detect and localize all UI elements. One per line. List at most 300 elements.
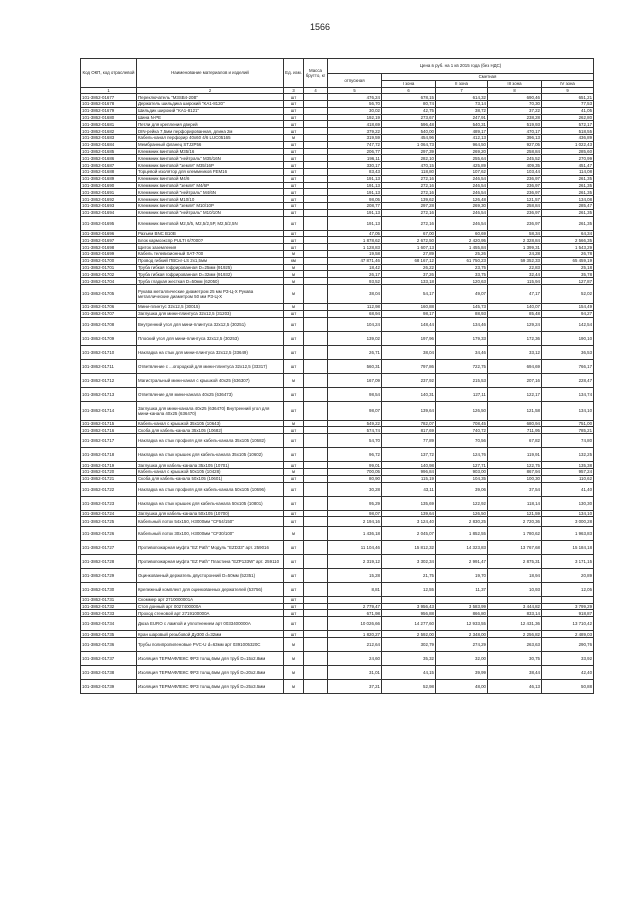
table-row (81, 540, 594, 554)
price-zone-4: 15 184,18 (542, 540, 594, 554)
price-release: 47,05 (328, 230, 382, 237)
item-mass (304, 345, 328, 359)
item-name: Клеммник винтовой "земля" M35/16P (137, 162, 284, 169)
price-zone-3: 236,97 (488, 175, 542, 182)
item-code: 101-3862-01688 (81, 168, 137, 175)
item-unit: шт (284, 310, 304, 317)
table-body (81, 94, 594, 694)
price-zone-1: 272,16 (382, 189, 436, 196)
price-release: 18,42 (328, 264, 382, 271)
table-row (81, 401, 594, 420)
price-zone-1: 297,28 (382, 202, 436, 209)
item-name: Труба гладкая жесткая D=50мм (62050) (137, 278, 284, 285)
price-zone-3: 22,83 (488, 264, 542, 271)
header-price-group: Цена в руб. на 1 кв 2015 года (без НДС) (328, 59, 594, 74)
price-zone-1: 37,26 (382, 271, 436, 278)
item-name: Проход стеновой арт 2719100000A (137, 610, 284, 617)
item-mass (304, 540, 328, 554)
price-zone-4: 261,35 (542, 216, 594, 230)
price-release: 167,09 (328, 373, 382, 387)
price-zone-2: 11,37 (436, 582, 488, 596)
table-row (81, 468, 594, 475)
price-table (80, 58, 594, 694)
price-zone-4: 3 799,29 (542, 603, 594, 610)
price-zone-3: 245,52 (488, 155, 542, 162)
price-zone-3: 258,84 (488, 148, 542, 155)
table-row (81, 434, 594, 448)
header-estimate: Сметная (382, 74, 594, 81)
item-unit: м (284, 373, 304, 387)
item-name: Кабельный лоток 54х150, Н3000мм "CF54/150" (137, 517, 284, 527)
price-release: 68,94 (328, 310, 382, 317)
price-zone-4: 130,30 (542, 496, 594, 510)
price-zone-2: 964,50 (436, 141, 488, 148)
item-code: 101-3862-01697 (81, 237, 137, 244)
item-unit: шт (284, 107, 304, 114)
item-unit: шт (284, 244, 304, 251)
header-zone-2: II зона (436, 81, 488, 88)
price-zone-4: 261,35 (542, 209, 594, 216)
table-row (81, 121, 594, 128)
item-unit: шт (284, 631, 304, 638)
item-mass (304, 401, 328, 420)
header-col-number: 7 (436, 88, 488, 94)
price-zone-1: 282,10 (382, 155, 436, 162)
table-row (81, 638, 594, 652)
item-name: Труба гибкая гофрированная D=32мм (91932) (137, 271, 284, 278)
price-zone-2: 1 852,55 (436, 526, 488, 540)
item-mass (304, 475, 328, 482)
item-code: 101-3862-01694 (81, 209, 137, 216)
price-zone-3: 67,82 (488, 434, 542, 448)
price-zone-1: 21,75 (382, 568, 436, 582)
item-code: 101-3862-01730 (81, 582, 137, 596)
price-release: 56,70 (328, 101, 382, 108)
item-mass (304, 496, 328, 510)
header-col-number: 4 (304, 88, 328, 94)
price-zone-3: 37,22 (488, 107, 542, 114)
price-zone-4: 110,62 (542, 475, 594, 482)
price-zone-3: 24,28 (488, 250, 542, 257)
item-mass (304, 596, 328, 603)
item-unit: шт (284, 196, 304, 203)
item-mass (304, 189, 328, 196)
header-unit: Ед. изм. (284, 59, 304, 88)
item-mass (304, 114, 328, 121)
item-unit: шт (284, 148, 304, 155)
item-unit: м (284, 250, 304, 257)
table-row (81, 230, 594, 237)
item-name: Кабель телевизионный SAT-700 (137, 250, 284, 257)
table-row (81, 134, 594, 141)
item-name: Скоммер арт 2710000001A (137, 596, 284, 603)
price-release: 196,11 (328, 155, 382, 162)
item-mass (304, 155, 328, 162)
item-code: 101-3862-01727 (81, 540, 137, 554)
price-zone-3: 207,16 (488, 373, 542, 387)
price-zone-1: 135,69 (382, 496, 436, 510)
table-row (81, 345, 594, 359)
price-zone-4: 270,99 (542, 155, 594, 162)
item-mass (304, 568, 328, 582)
price-zone-2: 246,54 (436, 189, 488, 196)
price-zone-1: 272,16 (382, 209, 436, 216)
price-zone-3: 121,58 (488, 401, 542, 420)
table-row (81, 168, 594, 175)
item-name: Скоба для кабель-канала 35х105 (10682) (137, 427, 284, 434)
item-name: Кабель-канал перфорир 40х60 4/6 LUC05165 (137, 134, 284, 141)
item-unit: шт (284, 582, 304, 596)
price-zone-4: 41,05 (542, 107, 594, 114)
item-mass (304, 264, 328, 271)
header-mass: Масса брутто, кг (304, 59, 328, 88)
price-zone-2: 215,53 (436, 373, 488, 387)
item-code: 101-3862-01734 (81, 617, 137, 631)
item-code: 101-3862-01692 (81, 196, 137, 203)
item-mass (304, 107, 328, 114)
item-code: 101-3862-01705 (81, 284, 137, 303)
item-code: 101-3862-01696 (81, 230, 137, 237)
item-code: 101-3862-01677 (81, 94, 137, 101)
price-release: 330,17 (328, 162, 382, 169)
price-zone-3: 680,94 (488, 420, 542, 427)
item-name: Заглушка для кабель-канала 35х105 (10701) (137, 462, 284, 469)
price-release: 98,07 (328, 401, 382, 420)
price-zone-1: 197,96 (382, 331, 436, 345)
price-zone-4: 134,08 (542, 196, 594, 203)
item-unit: м (284, 652, 304, 666)
price-zone-1: 160,88 (382, 303, 436, 310)
item-unit: шт (284, 359, 304, 373)
price-zone-4: 290,76 (542, 638, 594, 652)
table-row (81, 94, 594, 101)
item-name: Щиток заземления (137, 244, 284, 251)
price-zone-4: 154,49 (542, 303, 594, 310)
item-mass (304, 209, 328, 216)
item-unit: шт (284, 387, 304, 401)
item-name: Заглушка для мини-канала 40х25 (636470) Внутренний угол для мини-канала 40х25 (636470) (137, 401, 284, 420)
item-code: 101-3862-01704 (81, 278, 137, 285)
price-zone-4: 33,92 (542, 652, 594, 666)
price-zone-2: 39,06 (436, 482, 488, 496)
price-zone-2: 12 933,55 (436, 617, 488, 631)
price-zone-3: 18,94 (488, 568, 542, 582)
header-col-number: 3 (284, 88, 304, 94)
price-zone-2: 179,33 (436, 331, 488, 345)
price-zone-4: 77,53 (542, 101, 594, 108)
table-row (81, 237, 594, 244)
item-mass (304, 638, 328, 652)
table-row (81, 510, 594, 517)
table-row (81, 114, 594, 121)
item-mass (304, 603, 328, 610)
table-row (81, 196, 594, 203)
item-code: 101-3862-01710 (81, 345, 137, 359)
item-unit: м (284, 134, 304, 141)
price-zone-3: 38,44 (488, 666, 542, 680)
item-name: Кабель-канал с крышкой 50х105 (10428) (137, 468, 284, 475)
table-row (81, 216, 594, 230)
item-name: Накладка на стык крышек для кабель-канала 50х105 (10801) (137, 496, 284, 510)
price-zone-4: 41,40 (542, 482, 594, 496)
price-zone-3: 103,44 (488, 168, 542, 175)
item-unit: шт (284, 128, 304, 135)
item-name: Скоба для кабель-канала 50х105 (10601) (137, 475, 284, 482)
price-zone-1: 2 592,00 (382, 631, 436, 638)
price-zone-3: 711,95 (488, 427, 542, 434)
item-mass (304, 482, 328, 496)
price-zone-4: 26,78 (542, 250, 594, 257)
price-zone-1: 237,92 (382, 373, 436, 387)
item-code: 101-3862-01698 (81, 244, 137, 251)
item-name: Противопожарная муфта "EZ Path" Пластина "EZP133W" арт. 259110 (137, 554, 284, 568)
price-zone-4: 52,02 (542, 284, 594, 303)
price-release: 2 319,12 (328, 554, 382, 568)
price-release: 191,13 (328, 216, 382, 230)
item-code: 101-3862-01739 (81, 680, 137, 694)
table-row (81, 189, 594, 196)
item-code: 101-3862-01679 (81, 107, 137, 114)
price-zone-2: 124,76 (436, 448, 488, 462)
price-zone-1: 98,17 (382, 310, 436, 317)
item-unit: шт (284, 510, 304, 517)
item-mass (304, 237, 328, 244)
item-code: 101-3862-01695 (81, 216, 137, 230)
price-zone-4: 228,47 (542, 373, 594, 387)
price-release: 379,22 (328, 128, 382, 135)
price-zone-3: 121,59 (488, 510, 542, 517)
item-code: 101-3862-01706 (81, 303, 137, 310)
item-name: Кран шаровый резьбовой Ду300 d=32мм (137, 631, 284, 638)
price-release: 560,31 (328, 359, 382, 373)
table-row (81, 209, 594, 216)
table-row (81, 475, 594, 482)
price-zone-4: 285,47 (542, 202, 594, 209)
price-zone-2: 126,50 (436, 401, 488, 420)
price-zone-4: 785,21 (542, 427, 594, 434)
price-zone-2: 269,20 (436, 148, 488, 155)
price-release: 1 436,18 (328, 526, 382, 540)
item-mass (304, 582, 328, 596)
table-row (81, 462, 594, 469)
item-name: Мембранный фланец STJ2P56 (137, 141, 284, 148)
price-release: 191,13 (328, 209, 382, 216)
price-release: 47 871,46 (328, 257, 382, 264)
price-zone-3: 129,24 (488, 317, 542, 331)
table-row (81, 128, 594, 135)
item-code: 101-3862-01713 (81, 387, 137, 401)
table-row (81, 278, 594, 285)
item-code: 101-3862-01733 (81, 610, 137, 617)
price-zone-2: 70,56 (436, 434, 488, 448)
item-mass (304, 420, 328, 427)
price-zone-2: 39,99 (436, 666, 488, 680)
price-release: 212,64 (328, 638, 382, 652)
item-mass (304, 510, 328, 517)
price-zone-2: 2 991,47 (436, 554, 488, 568)
price-zone-4: 2 489,03 (542, 631, 594, 638)
item-name: Клеммник винтовой M2,5/5, M2,5/2,5P, M2,5/2,5N (137, 216, 284, 230)
item-unit: шт (284, 202, 304, 209)
item-unit: м (284, 420, 304, 427)
price-zone-3: 519,93 (488, 121, 542, 128)
item-mass (304, 257, 328, 264)
price-zone-2: 38,72 (436, 107, 488, 114)
price-zone-3: 396,13 (488, 134, 542, 141)
price-release: 26,71 (328, 345, 382, 359)
price-zone-4: 261,35 (542, 175, 594, 182)
price-zone-4: 918,87 (542, 610, 594, 617)
item-name: Клеммник винтовой "земля" M4/6P (137, 182, 284, 189)
table-row (81, 155, 594, 162)
price-release: 37,21 (328, 680, 382, 694)
price-release: 191,13 (328, 182, 382, 189)
price-release: 99,01 (328, 462, 382, 469)
price-zone-3: 100,30 (488, 475, 542, 482)
price-release: 476,24 (328, 94, 382, 101)
item-name: Дюза EURO с лампой и уплотнением арт 0033400000A (137, 617, 284, 631)
item-mass (304, 631, 328, 638)
item-name: Клеммник винтовой "земля" M10/10P (137, 202, 284, 209)
item-unit: шт (284, 331, 304, 345)
price-release (328, 596, 382, 603)
item-unit: шт (284, 141, 304, 148)
price-zone-3: 30,75 (488, 652, 542, 666)
item-mass (304, 317, 328, 331)
item-unit: шт (284, 401, 304, 420)
price-zone-3: 46,13 (488, 680, 542, 694)
price-zone-1: 1 607,13 (382, 244, 436, 251)
price-zone-1: 133,18 (382, 278, 436, 285)
price-zone-3: 470,17 (488, 128, 542, 135)
item-name: Ответвление с ...огородкой для мини-плинтуса 32х12,5 (33317) (137, 359, 284, 373)
price-zone-1: 139,64 (382, 510, 436, 517)
item-code: 101-3862-01714 (81, 401, 137, 420)
price-zone-4: 651,21 (542, 94, 594, 101)
price-release: 418,69 (328, 121, 382, 128)
price-zone-1: 470,15 (382, 162, 436, 169)
item-name: Крепежный комплект для оцинкованных держателей (53756) (137, 582, 284, 596)
table-row (81, 107, 594, 114)
price-zone-2 (436, 596, 488, 603)
price-zone-2: 145,73 (436, 303, 488, 310)
price-release: 38,04 (328, 284, 382, 303)
item-unit: шт (284, 482, 304, 496)
item-name: Накладка на стык для мини-плинтуса 32х12,5 (33649) (137, 345, 284, 359)
item-mass (304, 202, 328, 209)
price-zone-2: 32,00 (436, 652, 488, 666)
item-mass (304, 271, 328, 278)
item-code: 101-3862-01738 (81, 666, 137, 680)
price-zone-2: 255,64 (436, 155, 488, 162)
price-zone-3: 85,48 (488, 310, 542, 317)
item-code: 101-3862-01729 (81, 568, 137, 582)
price-zone-4: 285,60 (542, 148, 594, 155)
table-row (81, 175, 594, 182)
item-mass (304, 462, 328, 469)
price-zone-3: 122,17 (488, 387, 542, 401)
price-zone-4: 134,74 (542, 387, 594, 401)
item-mass (304, 387, 328, 401)
price-release: 700,05 (328, 468, 382, 475)
item-unit: шт (284, 168, 304, 175)
item-mass (304, 303, 328, 310)
price-zone-2: 19,70 (436, 568, 488, 582)
price-zone-2: 134,46 (436, 317, 488, 331)
item-mass (304, 331, 328, 345)
price-zone-4: 64,34 (542, 230, 594, 237)
price-zone-3 (488, 596, 542, 603)
price-zone-1: 140,98 (382, 462, 436, 469)
price-release: 1 128,83 (328, 244, 382, 251)
item-code: 101-3862-01687 (81, 162, 137, 169)
price-zone-4: 65 459,19 (542, 257, 594, 264)
price-release: 104,24 (328, 317, 382, 331)
item-unit: шт (284, 603, 304, 610)
item-name: Клеммник винтовой "нейтраль" M35/16N (137, 155, 284, 162)
price-zone-2: 489,17 (436, 128, 488, 135)
price-zone-3: 258,84 (488, 202, 542, 209)
price-zone-1: 273,67 (382, 114, 436, 121)
price-release: 30,02 (328, 107, 382, 114)
price-release: 206,77 (328, 148, 382, 155)
price-zone-4: 2 566,35 (542, 237, 594, 244)
price-release: 2 194,16 (328, 517, 382, 527)
item-code: 101-3862-01678 (81, 101, 137, 108)
item-name: Изоляция ТЕРМАФЛЕКС ФРЗ толщ.6мм для труб D=20х2.8мм (137, 666, 284, 680)
table-row (81, 666, 594, 680)
price-zone-3: 118,14 (488, 496, 542, 510)
price-zone-2: 126,50 (436, 510, 488, 517)
price-zone-2: 903,00 (436, 468, 488, 475)
price-zone-2: 122,92 (436, 496, 488, 510)
price-zone-3: 121,57 (488, 196, 542, 203)
item-mass (304, 162, 328, 169)
price-zone-2: 866,80 (436, 610, 488, 617)
item-unit: шт (284, 345, 304, 359)
item-name: Кабельный лоток 30х100, Н3000мм "CF30/100" (137, 526, 284, 540)
price-zone-3: 1 780,62 (488, 526, 542, 540)
price-release: 83,43 (328, 168, 382, 175)
item-name: Клеммник винтовой M35/16 (137, 148, 284, 155)
table-row (81, 603, 594, 610)
header-col-number: 5 (328, 88, 382, 94)
price-release: 26,17 (328, 271, 382, 278)
price-table-container (80, 58, 593, 694)
item-code: 101-3862-01701 (81, 264, 137, 271)
item-mass (304, 427, 328, 434)
price-zone-3: 927,05 (488, 141, 542, 148)
item-name: Ответвление для мини-канала 40х25 (636473) (137, 387, 284, 401)
price-release: 96,72 (328, 448, 382, 462)
price-zone-1: 817,69 (382, 427, 436, 434)
price-release: 24,60 (328, 652, 382, 666)
price-zone-2: 274,29 (436, 638, 488, 652)
price-zone-2: 14 323,83 (436, 540, 488, 554)
price-zone-2: 33,75 (436, 271, 488, 278)
item-name: Шильдик широкий "KA1-8121" (137, 107, 284, 114)
price-zone-2: 246,54 (436, 175, 488, 182)
item-unit: шт (284, 162, 304, 169)
item-unit: шт (284, 617, 304, 631)
header-release: отпускная (328, 74, 382, 88)
item-mass (304, 284, 328, 303)
price-zone-4: 1 022,43 (542, 141, 594, 148)
price-zone-3: 238,28 (488, 114, 542, 121)
price-zone-3: 409,35 (488, 162, 542, 169)
item-code: 101-3862-01684 (81, 141, 137, 148)
header-zone-4: IV зона (542, 81, 594, 88)
